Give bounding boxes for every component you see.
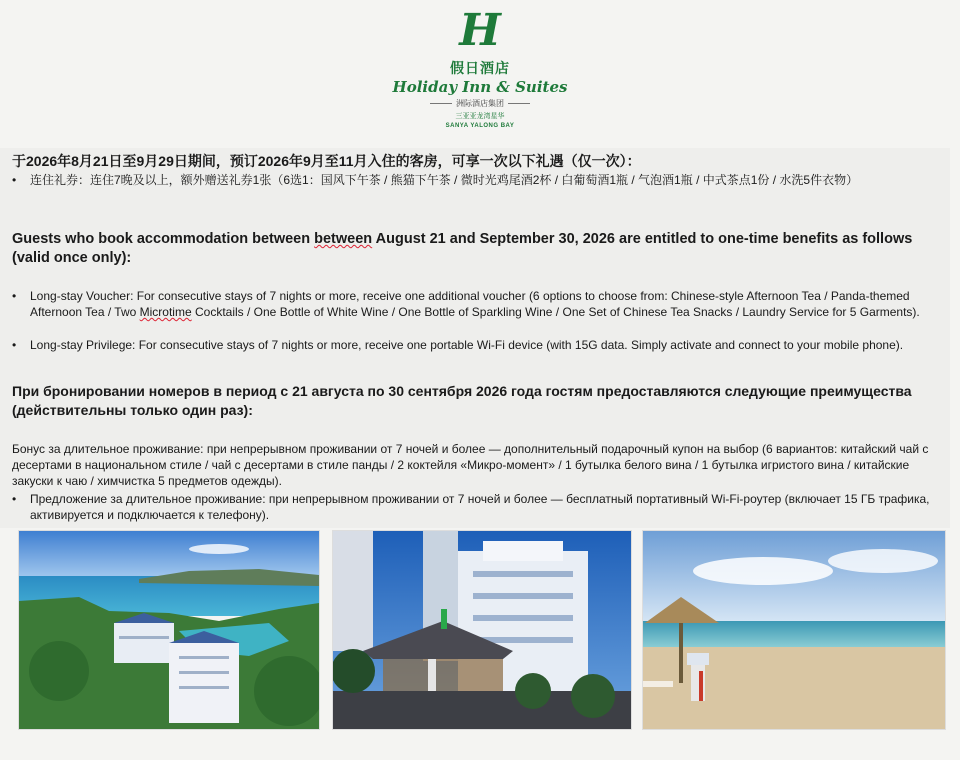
chinese-title: 于2026年8月21日至9月29日期间，预订2026年9月至11月入住的客房，可享一次以下礼遇（仅一次）： [12,153,641,169]
logo-english-name: Holiday Inn & Suites [392,78,568,96]
russian-item-text: Предложение за длительное проживание: при непрерывном проживании от 7 ночей и более — бесплатный портативный Wi-Fi-роутер (включает 15 ГБ трафика, активируется и подключается к телефону). [30,492,930,522]
english-item1-flagged-word: Microtime [139,305,192,319]
bullet: • [12,289,17,303]
beach-photo [642,530,946,730]
logo-mark: H [459,5,501,56]
english-item1-end: Cocktails / One Bottle of White Wine / One Bottle of Sparkling Wine / One Set of Chinese Tea Snacks / Laundry Service for 5 Garments). [191,305,920,319]
logo-chinese-name: 假日酒店 [450,61,510,77]
logo-group [0,98,960,110]
bullet: • [12,173,17,187]
english-list-item [12,337,942,353]
chinese-item-text: 连住礼券：连住7晚及以上，额外赠送礼券1张（6选1：国风下午茶 / 熊猫下午茶 / 微时光鸡尾酒2杯 / 白葡萄酒1瓶 / 气泡酒1瓶 / 中式茶点1份 / 水洗5件衣物） [30,173,859,187]
russian-paragraph: Бонус за длительное проживание: при непрерывном проживании от 7 ночей и более — дополнительный подарочный купон на выбор (6 вариантов: китайский чай с десертами в национальном стиле / чай с десертами в стиле панды / 2 коктейля «Микро-момент» / 1 бутылка белого вина / 1 бутылка игристого вина / китайские закуски к чаю / химчистка 5 предметов одежды). [12,442,929,488]
english-item1-start: Long-stay Voucher: For consecutive stays of 7 nights or more, receive one additional voucher (6 options to choose from: Chinese-style Afternoon Tea / Panda-themed Afternoon Tea / Two [30,289,910,319]
logo-location-chinese: 三亚亚龙湾星华 [455,113,505,120]
russian-title: При бронировании номеров в период с 21 августа по 30 сентября 2026 года гостям предоставляются следующие преимущества (действительны только один раз): [12,383,912,418]
bullet: • [12,338,17,352]
aerial-resort-photo [18,530,320,730]
logo-location-english: SANYA YALONG BAY [445,123,515,129]
english-item2-text: Long-stay Privilege: For consecutive stays of 7 nights or more, receive one portable Wi-Fi device (with 15G data. Simply activate and connect to your mobile phone). [30,338,904,352]
logo-group-name: 洲际酒店集团 [456,99,504,108]
english-title-end: August 21 and September 30, 2026 are entitled to one-time benefits as follows (valid once only): [12,231,913,266]
promotion-text-panel [0,148,950,528]
russian-list-item [12,491,942,523]
english-title-duplicate-word: between [314,231,373,247]
hotel-logo [0,5,960,130]
chinese-list-item [12,172,942,188]
english-list-item [12,288,942,320]
english-title-start: Guests who book accommodation between [12,231,315,247]
english-title [12,230,942,268]
hotel-entrance-photo [332,530,632,730]
bullet: • [12,492,17,506]
